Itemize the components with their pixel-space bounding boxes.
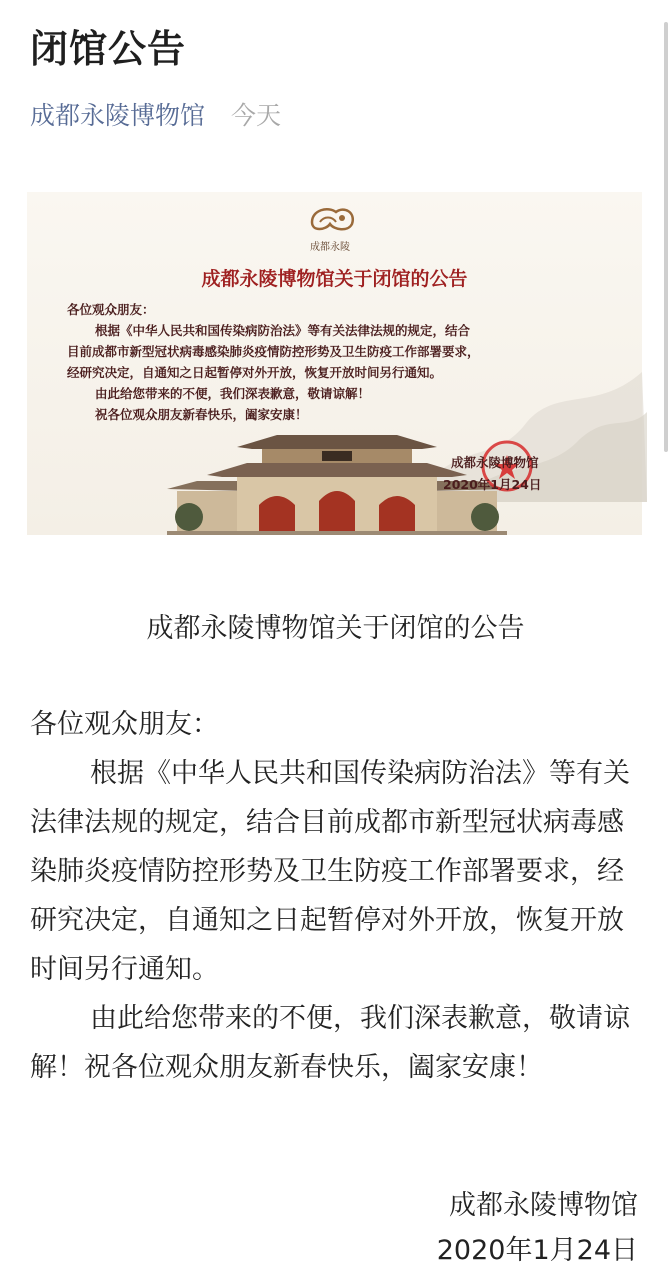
notice-body	[30, 700, 642, 1092]
image-line-5: 祝各位观众朋友新春快乐，阖家安康！	[95, 407, 308, 422]
article-title: 闭馆公告	[30, 27, 187, 71]
image-date: 2020年1月24日	[443, 477, 542, 492]
image-line-1: 根据《中华人民共和国传染病防治法》等有关法律法规的规定，结合	[95, 323, 471, 338]
image-body	[67, 299, 627, 425]
image-line-3: 经研究决定，自通知之日起暂停对外开放，恢复开放时间另行通知。	[67, 365, 443, 380]
image-greeting: 各位观众朋友：	[67, 302, 155, 317]
scrollbar[interactable]	[664, 22, 668, 452]
image-signature: 成都永陵博物馆	[451, 455, 539, 470]
logo-text: 成都永陵	[310, 242, 350, 253]
notice-image[interactable]	[27, 192, 642, 535]
signature-date: 2020年1月24日	[436, 1235, 638, 1266]
image-heading: 成都永陵博物馆关于闭馆的公告	[201, 268, 468, 290]
account-name-link[interactable]: 成都永陵博物馆	[30, 101, 206, 130]
publish-date: 今天	[230, 101, 281, 130]
museum-logo-icon	[298, 202, 362, 254]
image-line-4: 由此给您带来的不便，我们深表歉意，敬请谅解！	[95, 386, 371, 401]
signature: 成都永陵博物馆	[449, 1190, 638, 1221]
greeting: 各位观众朋友：	[30, 709, 219, 740]
article-meta	[30, 96, 281, 132]
paragraph-2: 由此给您带来的不便，我们深表歉意，敬请谅解！祝各位观众朋友新春快乐，阖家安康！	[30, 1003, 630, 1083]
image-line-2: 目前成都市新型冠状病毒感染肺炎疫情防控形势及卫生防疫工作部署要求，	[67, 344, 480, 359]
paragraph-1: 根据《中华人民共和国传染病防治法》等有关法律法规的规定，结合目前成都市新型冠状病毒感染肺炎疫情防控形势及卫生防疫工作部署要求，经研究决定，自通知之日起暂停对外开放，恢复开放时间另行通知。	[30, 758, 630, 985]
notice-heading: 成都永陵博物馆关于闭馆的公告	[146, 613, 525, 644]
